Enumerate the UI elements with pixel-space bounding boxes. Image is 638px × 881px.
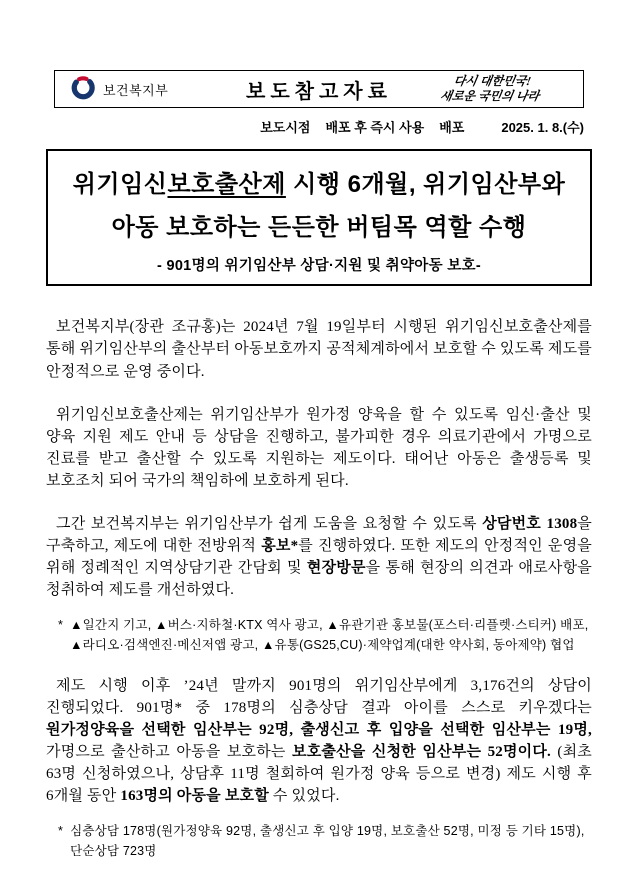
footnote-text: ▲일간지 기고, ▲버스·지하철·KTX 역사 광고, ▲유관기관 홍보물(포스터·리플렛·스티커) 배포, ▲라디오·검색엔진·메신저앱 광고, ▲유통(GS25,CU)·제약업계(대한 약사회, 동아제약) 협업	[70, 617, 589, 652]
paragraph-system-description: 위기임신보호출산제는 위기임산부가 원가정 양육을 할 수 있도록 임신·출산 및 양육 지원 제도 안내 등 상담을 진행하고, 불가피한 경우 의료기관에서 가명으로 진료를 받고 출산할 수 있도록 지원하는 제도이다. 태어난 아동은 출생등록 및 보호조치 되어 국가의 책임하에 보호하게 된다.	[46, 406, 592, 489]
paragraph-statistics: 제도 시행 이후 ’24년 말까지 901명의 위기임산부에게 3,176건의 상담이 진행되었다. 901명* 중 178명의 심층상담 결과 아이를 스스로 키우겠다는 원가정양육을 선택한 임산부는 92명, 출생신고 후 입양을 선택한 임산부는 19명, 가명으로 출산하고 아동을 보호하는 보호출산을 신청한 임산부는 52명이다. (최초 63명 신청하였으나, 상담후 11명 철회하여 원가정 양육 등으로 변경) 제도 시행 후 6개월 동안 163명의 아동을 보호할 수 있었다.	[46, 677, 592, 805]
headline-line-1: 위기임신보호출산제 시행 6개월, 위기임산부와	[72, 171, 566, 198]
headline-line-2: 아동 보호하는 든든한 버팀목 역할 수행	[111, 213, 527, 241]
document-type-title: 보도참고자료	[246, 80, 392, 103]
government-emblem-icon	[69, 76, 95, 102]
document-header	[54, 70, 584, 108]
release-timing-label: 보도시점	[260, 120, 311, 135]
release-info-line	[54, 117, 584, 136]
headline-subtitle: - 901명의 위기임산부 상담·지원 및 취약아동 보호-	[157, 258, 481, 275]
footnote-promotion-channels	[46, 615, 592, 655]
footnote-counseling-breakdown	[46, 821, 592, 861]
footnote-marker: *	[58, 824, 64, 839]
article-body	[46, 316, 592, 861]
paragraph-promotion: 그간 보건복지부는 위기임산부가 쉽게 도움을 요청할 수 있도록 상담번호 1308을 구축하고, 제도에 대한 전방위적 홍보*를 진행하였다. 또한 제도의 안정적인 운영을 위해 정례적인 지역상담기관 간담회 및 현장방문을 통해 현장의 의견과 애로사항을 청취하여 제도를 개선하였다.	[46, 515, 592, 598]
slogan-line-1: 다시 대한민국!	[452, 74, 533, 88]
distribution-label: 배포	[439, 120, 465, 135]
headline-box	[46, 149, 592, 286]
footnote-text: 심층상담 178명(원가정양육 92명, 출생신고 후 입양 19명, 보호출산 52명, 미정 등 기타 15명), 단순상담 723명	[70, 824, 585, 859]
slogan-line-2: 새로운 국민의 나라	[439, 89, 541, 103]
release-timing-value: 배포 후 즉시 사용	[325, 120, 425, 135]
distribution-date: 2025. 1. 8.(수)	[501, 120, 584, 135]
paragraph-overview: 보건복지부(장관 조규홍)는 2024년 7월 19일부터 시행된 위기임신보호출산제를 통해 위기임산부의 출산부터 아동보호까지 공적체계하에서 보호할 수 있도록 제도를 안정적으로 운영 중이다.	[46, 319, 592, 380]
ministry-logo	[69, 76, 239, 102]
agency-name: 보건복지부	[103, 82, 169, 98]
government-slogan	[408, 74, 573, 104]
footnote-marker: *	[58, 617, 64, 632]
